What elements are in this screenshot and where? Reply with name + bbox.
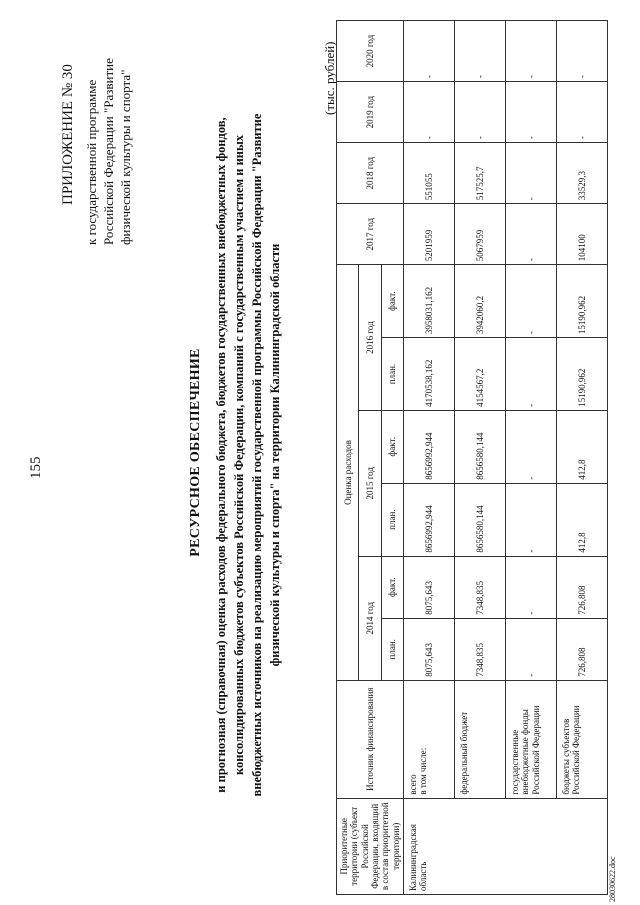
source-cell	[404, 680, 455, 798]
value-cell: 7348,835	[455, 618, 506, 680]
header-2015: 2015 год	[359, 410, 381, 556]
value-cell: -	[506, 82, 557, 143]
header-2016: 2016 год	[359, 265, 381, 411]
value-cell: 8656992,944	[404, 410, 455, 483]
value-cell: -	[506, 338, 557, 411]
value-cell: 8075,643	[404, 556, 455, 618]
value-cell: -	[506, 204, 557, 265]
table-row	[557, 21, 608, 895]
value-cell: -	[455, 82, 506, 143]
footer-file-code: 28030622.doc	[608, 856, 617, 902]
value-cell: 4170538,162	[404, 338, 455, 411]
value-cell: -	[506, 618, 557, 680]
value-cell: -	[506, 21, 557, 82]
value-cell: 3958031,162	[404, 265, 455, 338]
table-row	[506, 21, 557, 895]
value-cell: 15190,962	[557, 265, 608, 338]
value-cell: -	[404, 82, 455, 143]
subtitle-line: физической культуры и спорта" на территории Калининградской области	[268, 243, 282, 667]
value-cell: -	[557, 21, 608, 82]
source-label: бюджеты субъектов Российской Федерации	[557, 680, 608, 798]
header-fact: факт.	[381, 410, 403, 483]
table-row	[404, 21, 455, 895]
value-cell: 7348,835	[455, 556, 506, 618]
territory-cell: Калининградская область	[404, 798, 608, 894]
value-cell: 8656580,144	[455, 410, 506, 483]
header-2020: 2020 год	[337, 21, 404, 82]
header-plan: план.	[381, 483, 403, 556]
value-cell: 104100	[557, 204, 608, 265]
value-cell: 8075,643	[404, 618, 455, 680]
value-cell: 5067959	[455, 204, 506, 265]
header-2018: 2018 год	[337, 143, 404, 204]
header-plan: план.	[381, 618, 403, 680]
subtitle-line: внебюджетных источников на реализацию мероприятий государственной программы Российской Федерации "Развитие	[250, 113, 264, 797]
value-cell: 15190,962	[557, 338, 608, 411]
value-cell: 3942060,2	[455, 265, 506, 338]
value-cell: 412,8	[557, 483, 608, 556]
header-fact: факт.	[381, 556, 403, 618]
header-source: Источник финансирования	[337, 680, 404, 798]
value-cell: -	[455, 21, 506, 82]
value-cell: -	[506, 265, 557, 338]
value-cell: -	[506, 410, 557, 483]
header-2014: 2014 год	[359, 556, 381, 680]
value-cell: -	[506, 556, 557, 618]
header-plan: план.	[381, 338, 403, 411]
source-label: федеральный бюджет	[455, 680, 506, 798]
document-heading: РЕСУРСНОЕ ОБЕСПЕЧЕНИЕ	[188, 348, 203, 557]
appendix-title: ПРИЛОЖЕНИЕ № 30	[60, 64, 76, 205]
appendix-line: к государственной программе	[84, 79, 99, 245]
units-label: (тыс. рублей)	[322, 41, 337, 115]
header-2017: 2017 год	[337, 204, 404, 265]
source-sublabel: в том числе:	[418, 747, 429, 795]
subtitle-line: консолидированных бюджетов субъектов Российской Федерации, компаний с государственным участием и иных	[232, 134, 246, 776]
value-cell: -	[506, 483, 557, 556]
value-cell: 412,8	[557, 410, 608, 483]
value-cell: 726,808	[557, 556, 608, 618]
source-label: государственные внебюджетные фонды Российской Федерации	[506, 680, 557, 798]
header-fact: факт.	[381, 265, 403, 338]
page-number: 155	[28, 456, 44, 479]
value-cell: 8656580,144	[455, 483, 506, 556]
value-cell: 5201959	[404, 204, 455, 265]
header-territory: Приоритетные территории (субъект Российской Федерации, входящий в состав приоритетной территории)	[337, 798, 404, 894]
value-cell: -	[404, 21, 455, 82]
value-cell: 8656992,944	[404, 483, 455, 556]
table-row	[455, 21, 506, 895]
value-cell: 517525,7	[455, 143, 506, 204]
resource-table	[336, 20, 608, 895]
appendix-line: Российской Федерации "Развитие	[101, 58, 116, 245]
appendix-line: физической культуры и спорта"	[118, 69, 133, 245]
value-cell: -	[506, 143, 557, 204]
value-cell: 33529,3	[557, 143, 608, 204]
value-cell: 726,808	[557, 618, 608, 680]
subtitle-line: и прогнозная (справочная) оценка расходов федерального бюджета, бюджетов государственных внебюджетных фондов,	[214, 117, 228, 793]
value-cell: -	[557, 82, 608, 143]
value-cell: 4154567,2	[455, 338, 506, 411]
header-estimate: Оценка расходов	[337, 265, 359, 681]
header-2019: 2019 год	[337, 82, 404, 143]
value-cell: 551055	[404, 143, 455, 204]
source-label: всего	[408, 774, 419, 795]
